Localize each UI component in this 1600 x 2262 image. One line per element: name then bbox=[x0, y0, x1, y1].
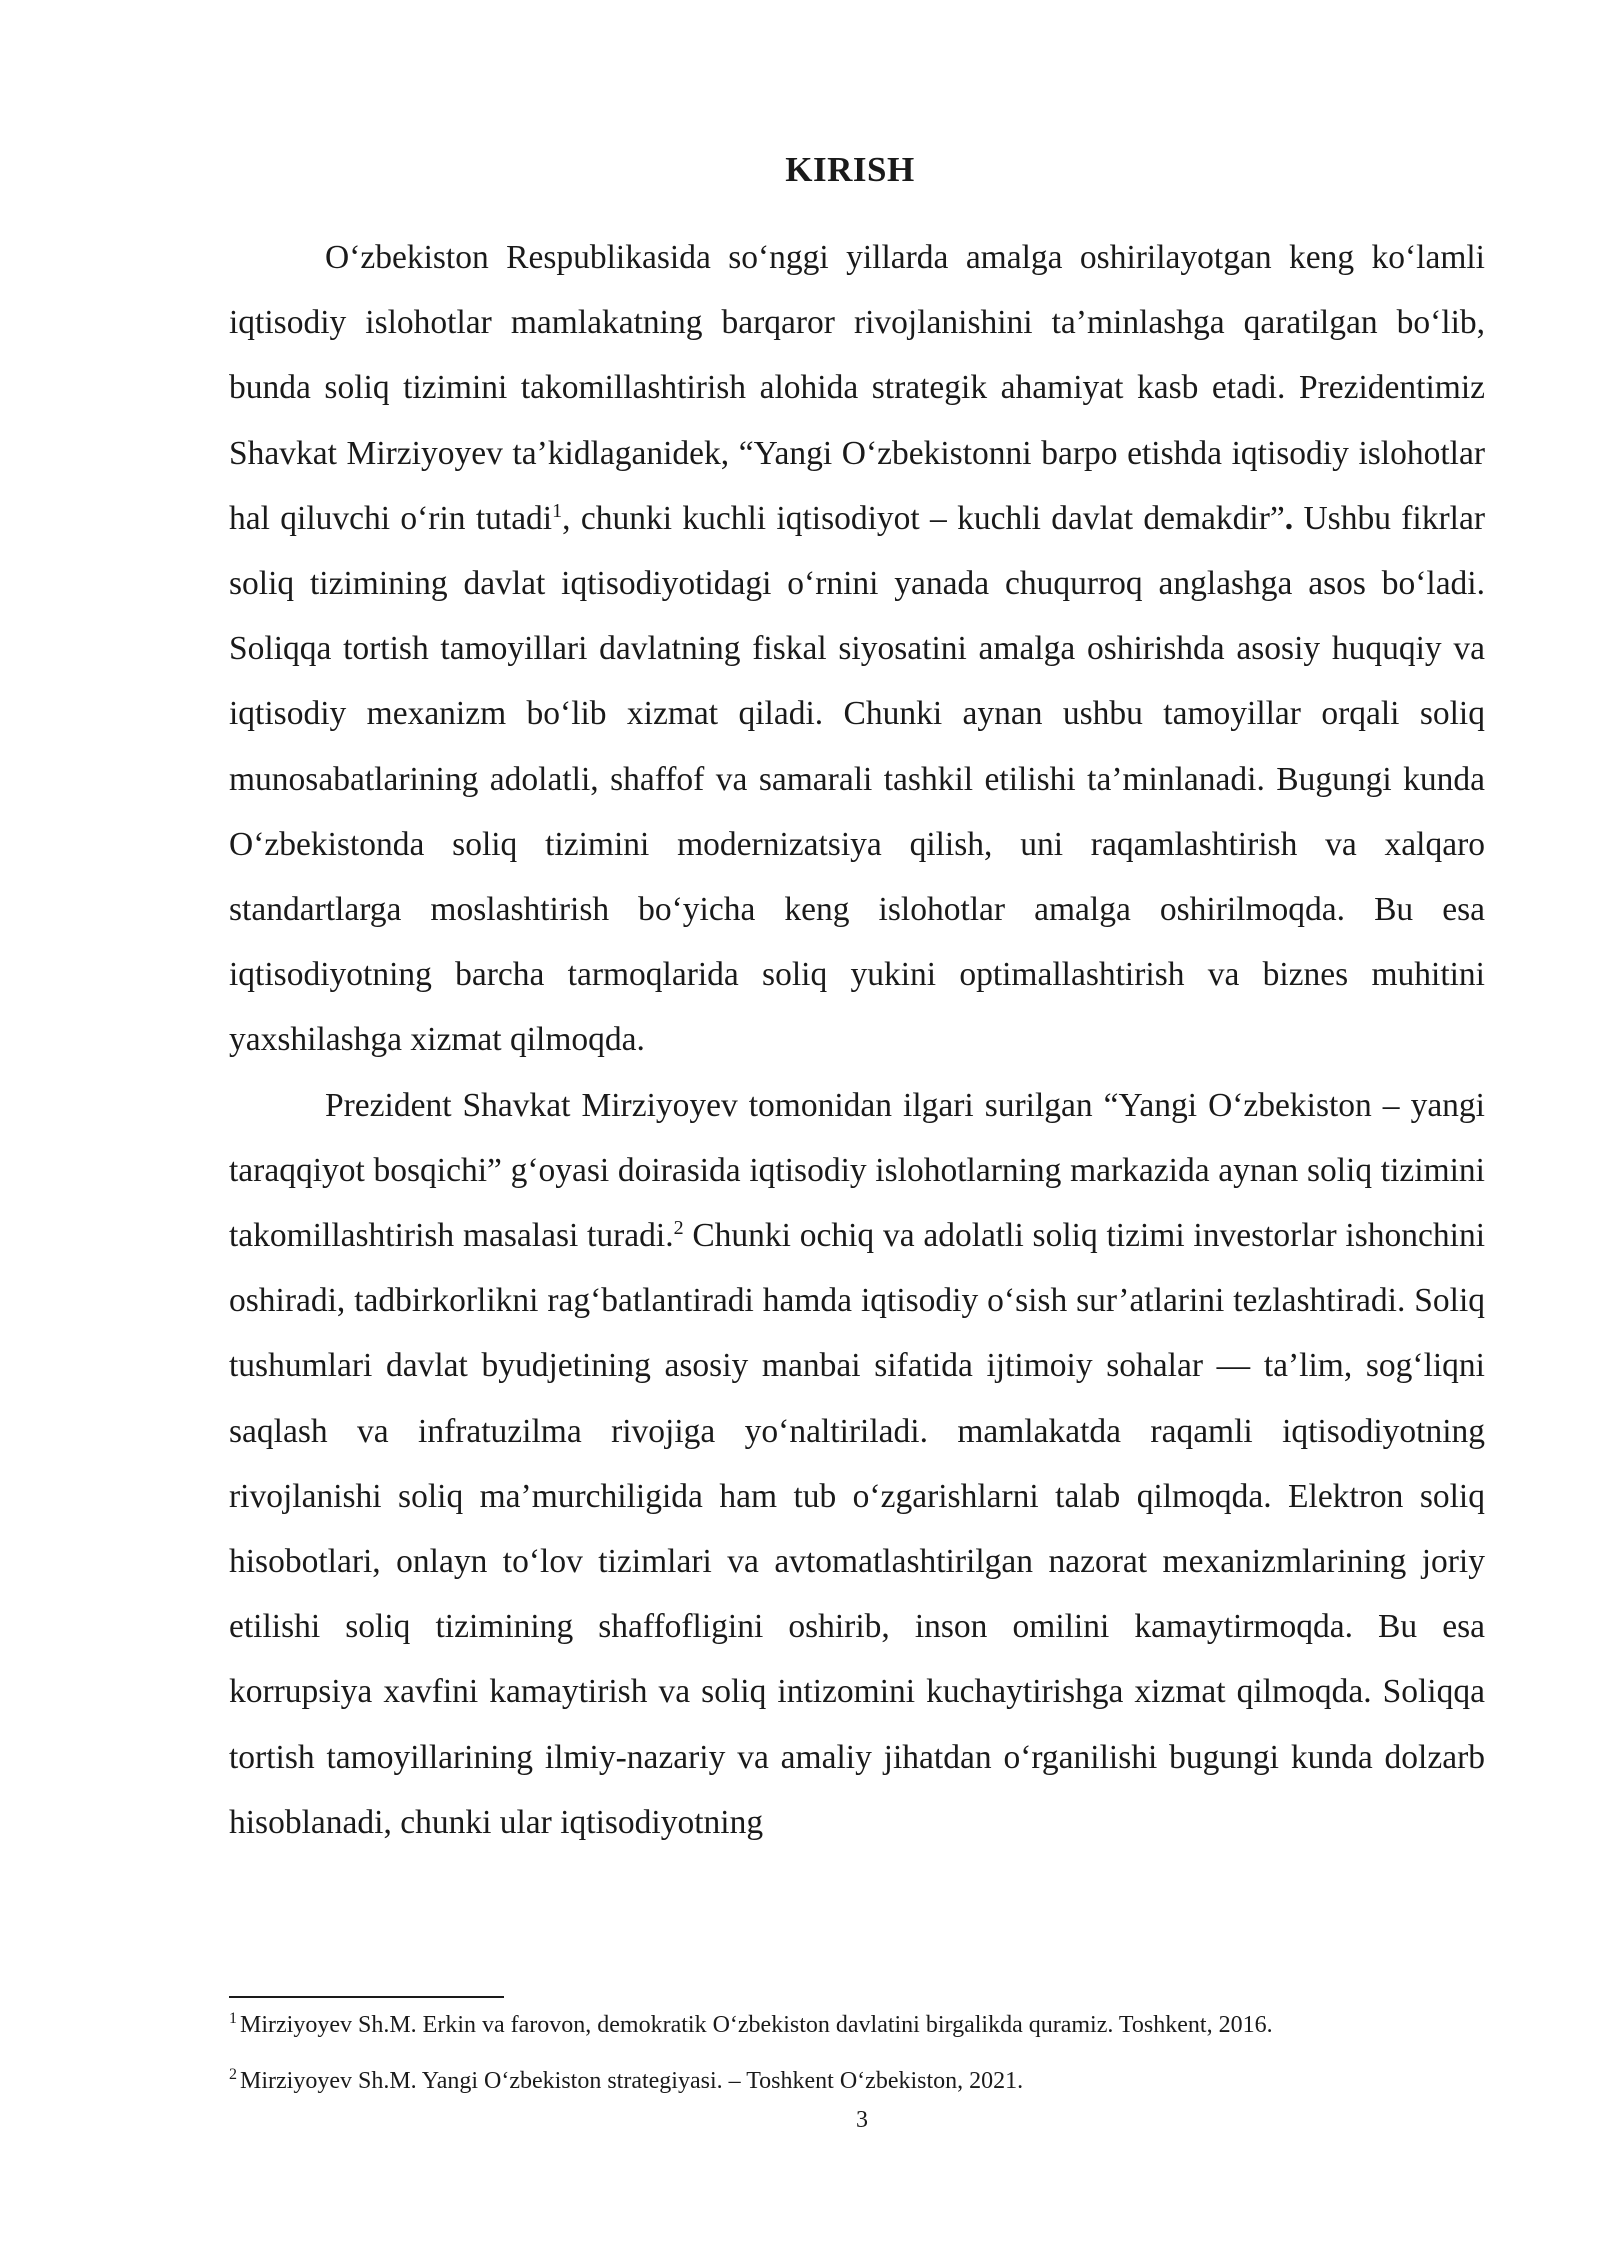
footnote-2-number: 2 bbox=[229, 2066, 237, 2083]
footnote-2 bbox=[229, 2066, 1485, 2096]
page-number: 3 bbox=[856, 2107, 868, 2133]
paragraph-1-text-c: Ushbu fikrlar soliq tizimining davlat iqtisodiyotidagi o‘rnini yanada chuqurroq anglashga asos bo‘ladi. Soliqqa tortish tamoyillari davlatning fiskal siyosatini amalga oshirishda asosiy huquqiy va iqtisodiy mexanizm bo‘lib xizmat qiladi. Chunki aynan ushbu tamoyillar orqali soliq munosabatlarining adolatli, shaffof va samarali tashkil etilishi ta’minlanadi. Bugungi kunda O‘zbekistonda soliq tizimini modernizatsiya qilish, uni raqamlashtirish va xalqaro standartlarga moslashtirish bo‘yicha keng islohotlar amalga oshirilmoqda. Bu esa iqtisodiyotning barcha tarmoqlarida soliq yukini optimallashtirish va biznes muhitini yaxshilashga xizmat qilmoqda. bbox=[229, 499, 1485, 1059]
footnote-1-number: 1 bbox=[229, 2010, 237, 2027]
footnote-1 bbox=[229, 2010, 1485, 2040]
paragraph-2-text-b: Chunki ochiq va adolatli soliq tizimi investorlar ishonchini oshiradi, tadbirkorlikni rag‘batlantiradi hamda iqtisodiy o‘sish sur’atlarini tezlashtiradi. Soliq tushumlari davlat byudjetining asosiy manbai sifatida ijtimoiy sohalar — ta’lim, sog‘liqni saqlash va infratuzilma rivojiga yo‘naltiriladi. mamlakatda raqamli iqtisodiyotning rivojlanishi soliq ma’murchiligida ham tub o‘zgarishlarni talab qilmoqda. Elektron soliq hisobotlari, onlayn to‘lov tizimlari va avtomatlashtirilgan nazorat mexanizmlarining joriy etilishi soliq tizimining shaffofligini oshirib, inson omilini kamaytirmoqda. Bu esa korrupsiya xavfini kamaytirish va soliq intizomini kuchaytirishga xizmat qilmoqda. Soliqqa tortish tamoyillarining ilmiy-nazariy va amaliy jihatdan o‘rganilishi bugungi kunda dolzarb hisoblanadi, chunki ular iqtisodiyotning bbox=[229, 1217, 1485, 1841]
page-title: KIRISH bbox=[785, 150, 915, 189]
footnote-2-text: Mirziyoyev Sh.M. Yangi O‘zbekiston strategiyasi. – Toshkent O‘zbekiston, 2021. bbox=[240, 2068, 1024, 2094]
footnote-separator bbox=[229, 1996, 504, 1998]
paragraph-1-text-b: , chunki kuchli iqtisodiyot – kuchli davlat demakdir” bbox=[562, 499, 1285, 537]
body-text bbox=[229, 225, 1485, 1855]
footnote-ref-1[interactable]: 1 bbox=[552, 499, 563, 522]
paragraph-1-bold-period: . bbox=[1284, 499, 1294, 537]
paragraph-2 bbox=[229, 1073, 1485, 1855]
paragraph-1-text-a: O‘zbekiston Respublikasida so‘nggi yillarda amalga oshirilayotgan keng ko‘lamli iqtisodiy islohotlar mamlakatning barqaror rivojlanishini ta’minlashga qaratilgan bo‘lib, bunda soliq tizimini takomillashtirish alohida strategik ahamiyat kasb etadi. Prezidentimiz Shavkat Mirziyoyev ta’kidlaganidek, “Yangi O‘zbekistonni barpo etishda iqtisodiy islohotlar hal qiluvchi o‘rin tutadi bbox=[229, 239, 1485, 537]
paragraph-1 bbox=[229, 225, 1485, 1073]
paragraph-2-text-a: Prezident Shavkat Mirziyoyev tomonidan ilgari surilgan “Yangi O‘zbekiston – yangi taraqqiyot bosqichi” g‘oyasi doirasida iqtisodiy islohotlarning markazida aynan soliq tizimini takomillashtirish masalasi turadi. bbox=[229, 1086, 1485, 1255]
footnote-ref-2[interactable]: 2 bbox=[673, 1216, 684, 1239]
footnote-1-text: Mirziyoyev Sh.M. Erkin va farovon, demokratik O‘zbekiston davlatini birgalikda quramiz. Toshkent, 2016. bbox=[240, 2012, 1273, 2038]
